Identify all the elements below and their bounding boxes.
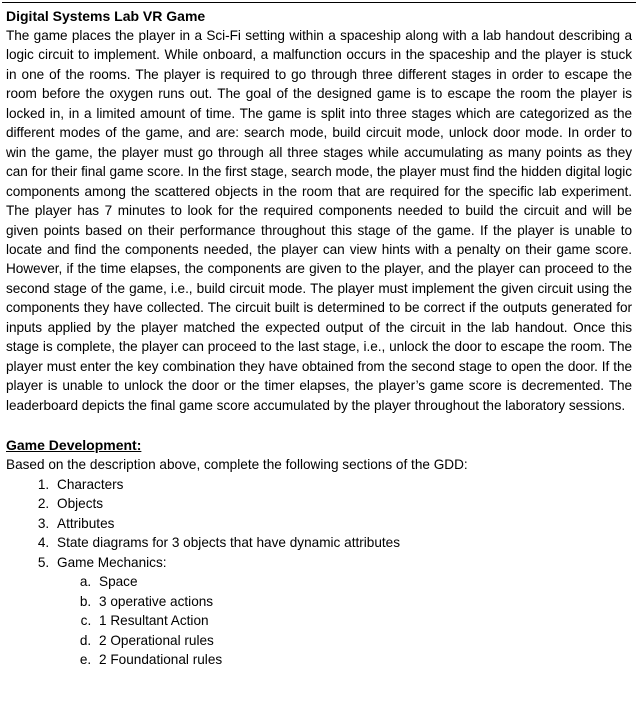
- list-item-label: State diagrams for 3 objects that have dynamic attributes: [57, 535, 401, 551]
- sub-item-operative-actions: [95, 592, 632, 612]
- sub-item-label: 2 Foundational rules: [99, 652, 223, 668]
- sub-item-foundational-rules: [95, 650, 632, 670]
- game-description-paragraph: The game places the player in a Sci-Fi setting within a spaceship along with a lab handout describing a logic circuit to implement. While onboard, a malfunction occurs in the spaceship and the player is stuck in one of the rooms. The player is required to go through three different stages in order to escape the room before the oxygen runs out. The goal of the designed game is to escape the room the player is locked in, in a limited amount of time. The game is split into three stages which are categorized as the different modes of the game, and are: search mode, build circuit mode, unlock door mode. In order to win the game, the player must go through all three stages while accumulating as many points as they can for their final game score. In the first stage, search mode, the player must find the hidden digital logic components among the scattered objects in the room that are required for the specific lab experiment. The player has 7 minutes to look for the required components needed to build the circuit and will be given points based on their performance throughout this stage of the game. If the player is unable to locate and find the components needed, the player can view hints with a penalty on their game score. However, if the time elapses, the components are given to the player, and the player can proceed to the second stage of the game, i.e., build circuit mode. The player must implement the given circuit using the components they have collected. The circuit built is determined to be correct if the outputs generated for inputs applied by the player matched the expected output of the circuit in the lab handout. Once this stage is complete, the player can proceed to the last stage, i.e., unlock the door to escape the room. The player must enter the key combination they have obtained from the second stage to open the door. If the player is unable to unlock the door or the timer elapses, the player’s game score is decremented. The leaderboard depicts the final game score accumulated by the player throughout the laboratory sessions.: [6, 28, 632, 413]
- top-rule: [2, 2, 636, 3]
- list-item-label: Attributes: [57, 515, 115, 531]
- sub-item-space: [95, 572, 632, 592]
- list-item-state-diagrams: [53, 533, 632, 553]
- list-item-label: Characters: [57, 476, 124, 492]
- list-item-game-mechanics: [53, 553, 632, 670]
- game-development-heading: Game Development:: [6, 437, 142, 454]
- sub-item-resultant-action: [95, 611, 632, 631]
- gdd-instruction: Based on the description above, complete the following sections of the GDD:: [6, 457, 468, 473]
- list-item-label: Objects: [57, 496, 104, 512]
- sub-item-label: 3 operative actions: [99, 593, 214, 609]
- game-mechanics-sublist: [57, 572, 632, 670]
- list-item-attributes: [53, 514, 632, 534]
- document-title: Digital Systems Lab VR Game: [6, 8, 206, 24]
- sub-item-label: 2 Operational rules: [99, 632, 214, 648]
- sub-item-label: 1 Resultant Action: [99, 613, 209, 629]
- sub-item-label: Space: [99, 574, 138, 590]
- gdd-section-list: [6, 475, 632, 670]
- sub-item-operational-rules: [95, 631, 632, 651]
- list-item-objects: [53, 494, 632, 514]
- list-item-characters: [53, 475, 632, 495]
- list-item-label: Game Mechanics:: [57, 554, 167, 570]
